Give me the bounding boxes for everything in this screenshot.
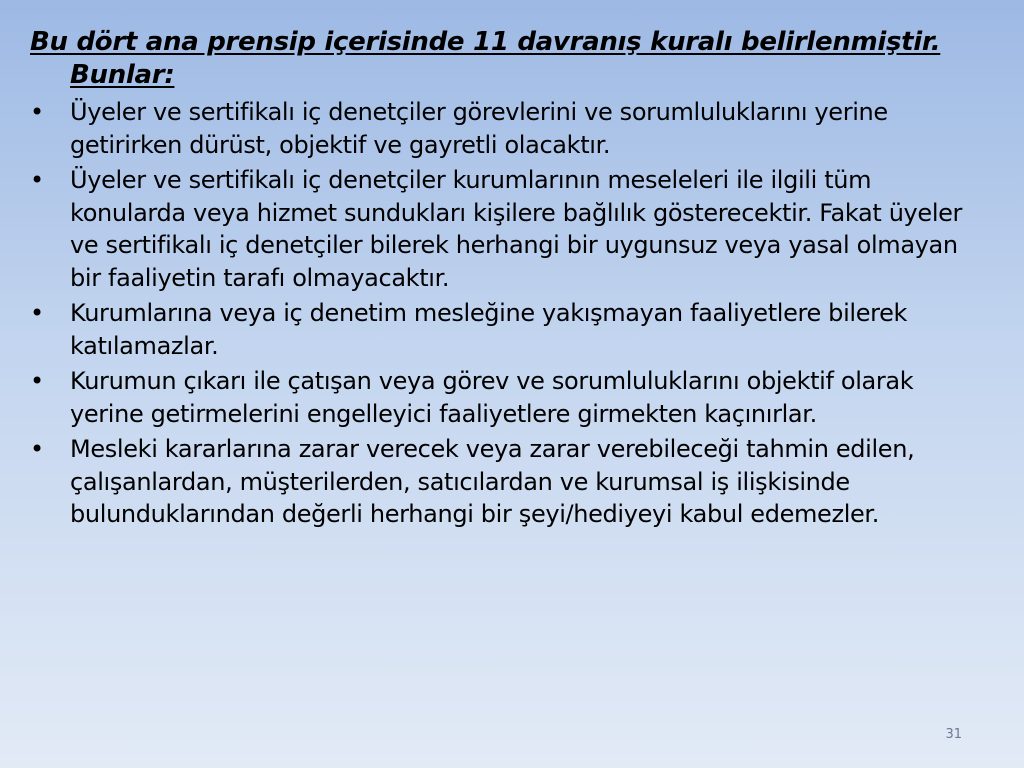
bullet-item-4: [30, 365, 980, 430]
bullet-icon: •: [30, 367, 44, 395]
bullet-icon: •: [30, 299, 44, 327]
bullet-text: Üyeler ve sertifikalı iç denetçiler görevlerini ve sorumluluklarını yerine getirirken dürüst, objektif ve gayretli olacaktır.: [70, 98, 888, 159]
bullet-list: [30, 96, 980, 531]
page-number: 31: [945, 727, 962, 742]
bullet-text: Üyeler ve sertifikalı iç denetçiler kurumlarının meseleleri ile ilgili tüm konularda veya hizmet sundukları kişilere bağlılık gösterecektir. Fakat üyeler ve sertifikalı iç denetçiler bilerek herhangi bir uygunsuz veya yasal olmayan bir faaliyetin tarafı olmayacaktır.: [70, 166, 963, 292]
slide-heading: Bu dört ana prensip içerisinde 11 davranış kuralı belirlenmiştir. Bunlar:: [30, 27, 941, 90]
bullet-icon: •: [30, 435, 44, 463]
bullet-text: Mesleki kararlarına zarar verecek veya zarar verebileceği tahmin edilen, çalışanlardan, müşterilerden, satıcılardan ve kurumsal iş ilişkisinde bulunduklarından değerli herhangi bir şeyi/hediyeyi kabul edemezler.: [70, 435, 915, 528]
bullet-item-2: [30, 164, 980, 294]
bullet-icon: •: [30, 166, 44, 194]
bullet-item-1: [30, 96, 980, 161]
bullet-item-3: [30, 297, 980, 362]
bullet-text: Kurumlarına veya iç denetim mesleğine yakışmayan faaliyetlere bilerek katılamazlar.: [70, 299, 908, 360]
bullet-text: Kurumun çıkarı ile çatışan veya görev ve sorumluluklarını objektif olarak yerine getirmelerini engelleyici faaliyetlere girmekten kaçınırlar.: [70, 367, 914, 428]
bullet-icon: •: [30, 98, 44, 126]
bullet-item-5: [30, 433, 980, 531]
slide-content: [30, 26, 980, 534]
